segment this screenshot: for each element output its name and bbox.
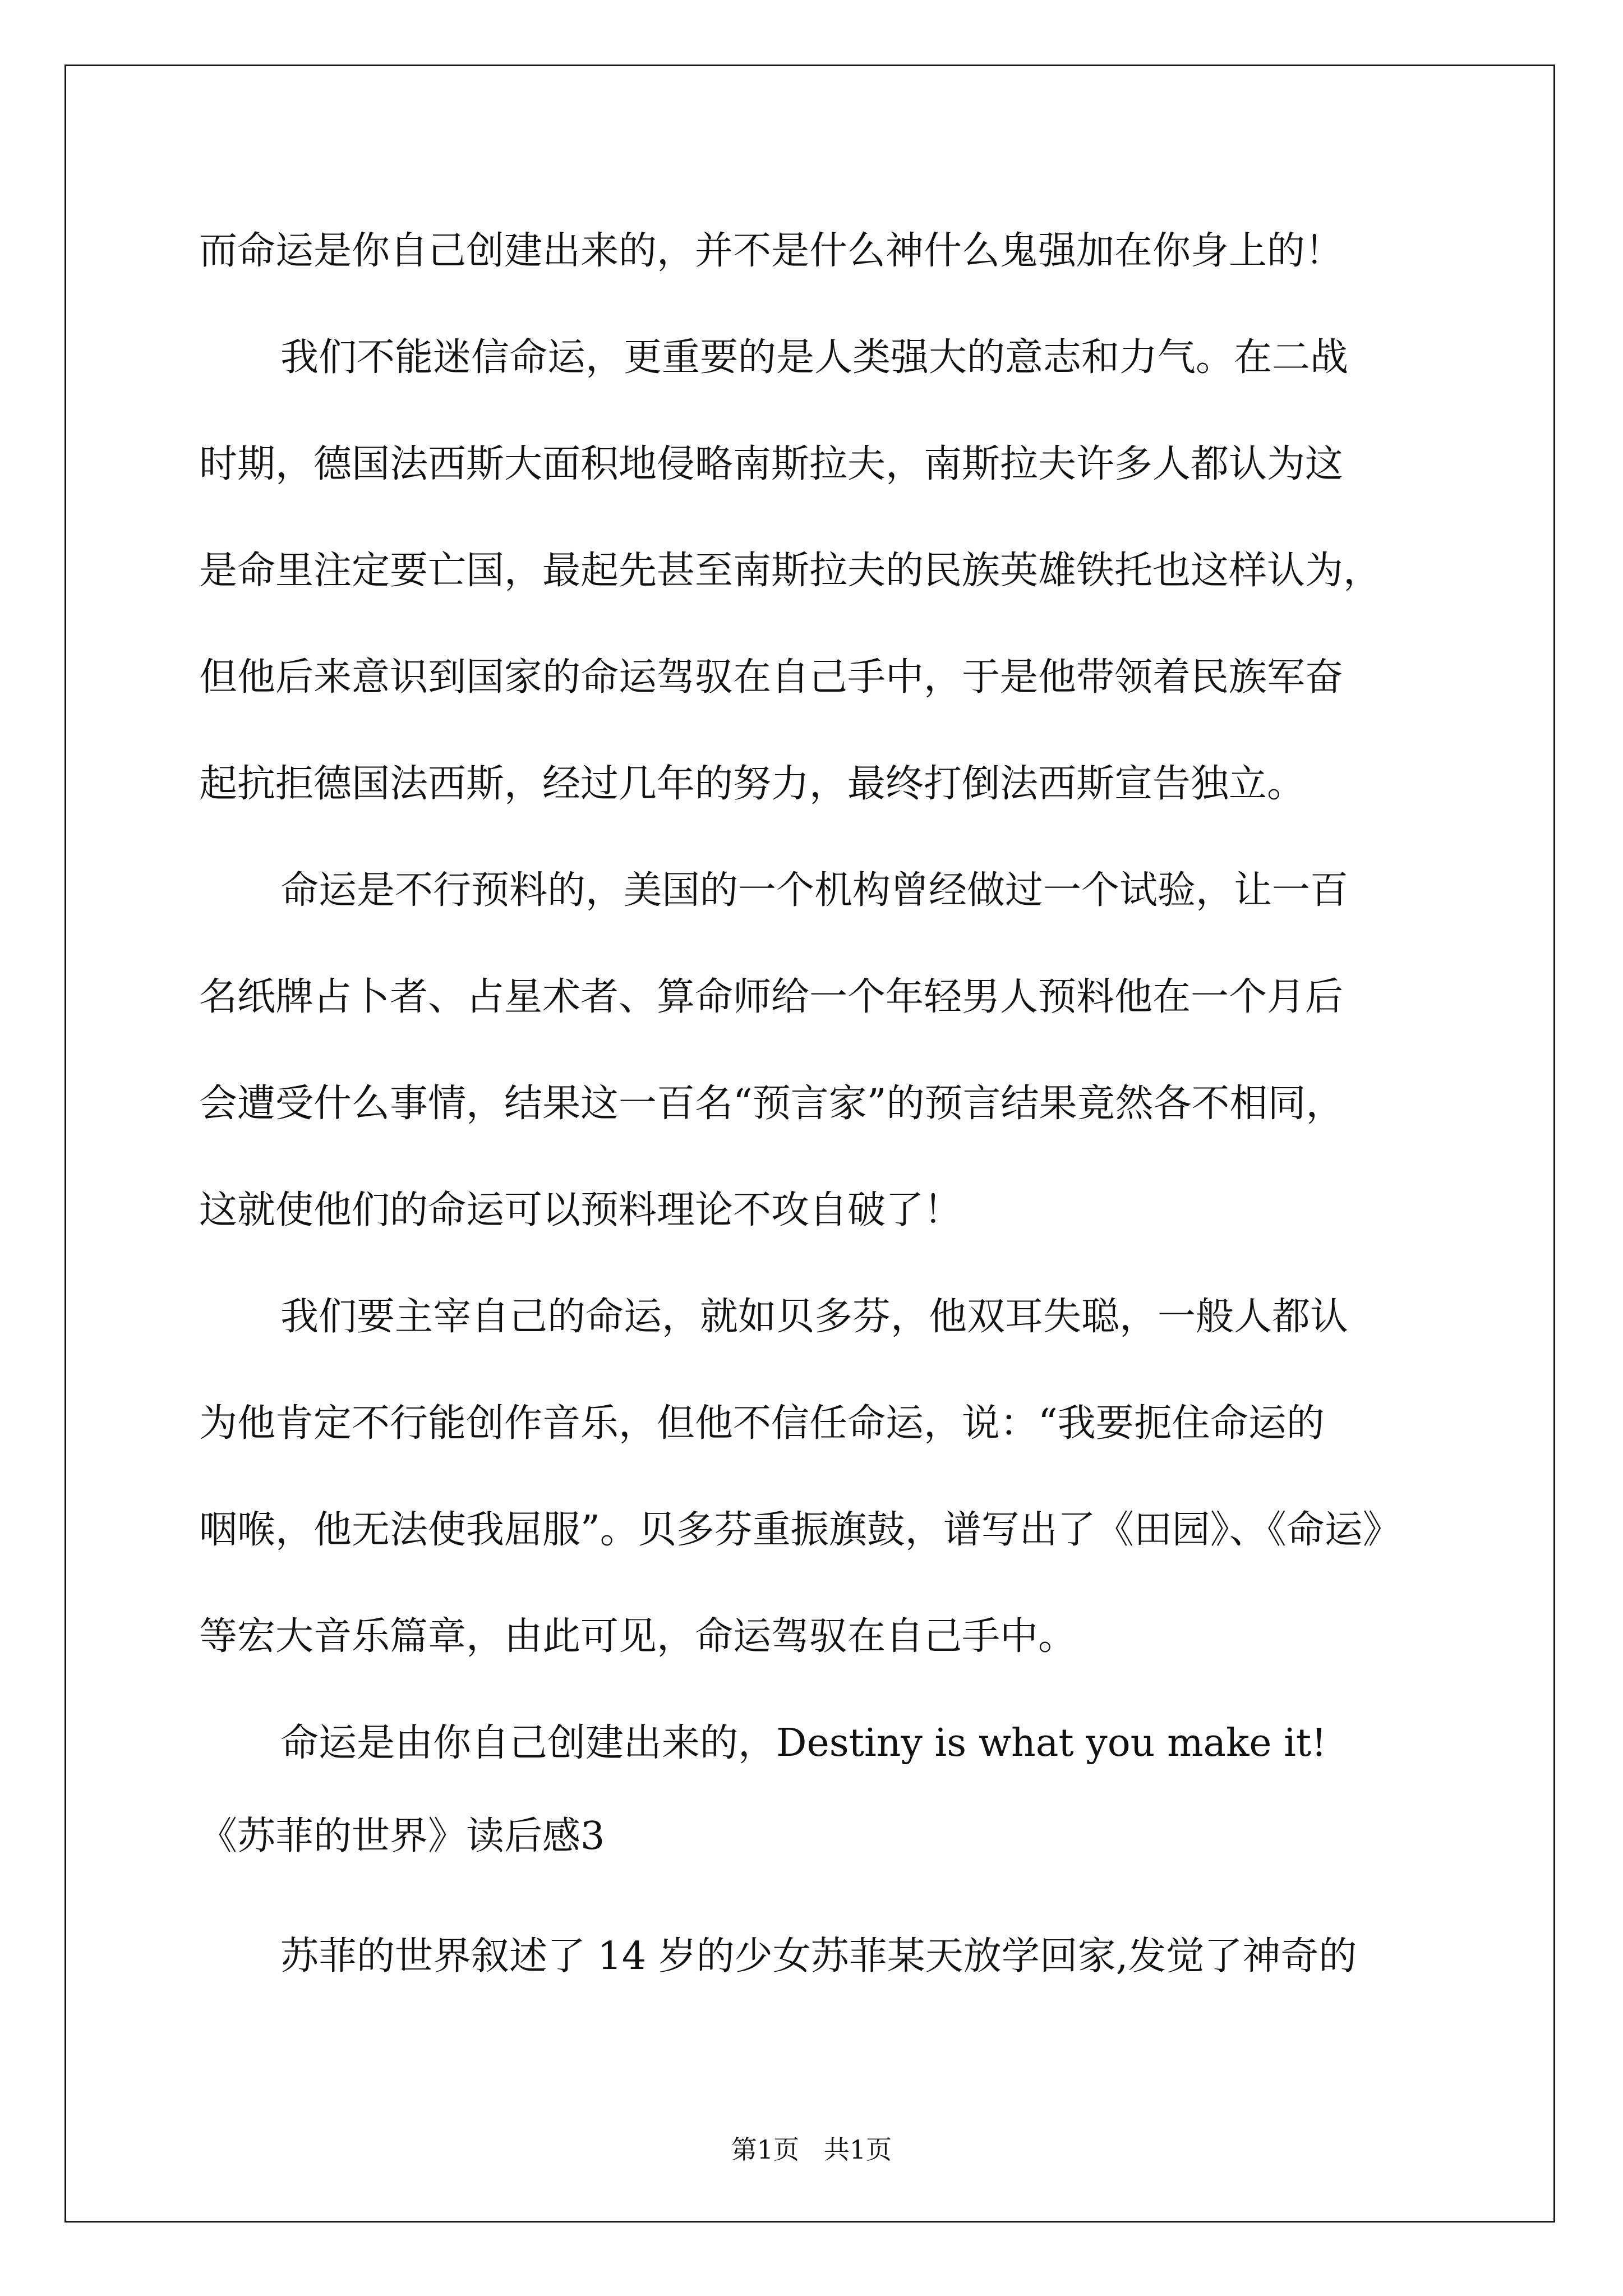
- text-line: 时期，德国法西斯大面积地侵略南斯拉夫，南斯拉夫许多人都认为这: [199, 442, 1344, 486]
- text-line: 而命运是你自己创建出来的，并不是什么神什么鬼强加在你身上的！: [199, 229, 1344, 273]
- text-line: 等宏大音乐篇章，由此可见，命运驾驭在自己手中。: [199, 1614, 1077, 1659]
- text-line: 是命里注定要亡国，最起先甚至南斯拉夫的民族英雄铁托也这样认为，: [199, 549, 1382, 593]
- page-border: [64, 65, 1555, 2223]
- text-line: 我们不能迷信命运，更重要的是人类强大的意志和力气。在二战: [280, 335, 1349, 380]
- text-line: 咽喉，他无法使我屈服”。贝多芬重振旗鼓，谱写出了《田园》、《命运》: [199, 1508, 1401, 1552]
- page-footer: 第1页 共1页: [731, 2134, 892, 2165]
- text-line: 名纸牌占卜者、占星术者、算命师给一个年轻男人预料他在一个月后: [199, 975, 1344, 1019]
- text-line: 会遭受什么事情，结果这一百名“预言家”的预言结果竟然各不相同，: [199, 1082, 1344, 1126]
- text-line: 为他肯定不行能创作音乐，但他不信任命运，说：“我要扼住命运的: [199, 1401, 1325, 1446]
- section-heading: 《苏菲的世界》读后感3: [199, 1814, 605, 1858]
- text-line: 起抗拒德国法西斯，经过几年的努力，最终打倒法西斯宣告独立。: [199, 762, 1306, 806]
- text-line: 苏菲的世界叙述了 14 岁的少女苏菲某天放学回家,发觉了神奇的: [280, 1934, 1357, 1978]
- text-line: 这就使他们的命运可以预料理论不攻自破了！: [199, 1188, 962, 1232]
- text-line: 命运是由你自己创建出来的，Destiny is what you make it!: [280, 1721, 1327, 1765]
- text-line: 命运是不行预料的，美国的一个机构曾经做过一个试验，让一百: [280, 868, 1349, 913]
- text-line: 但他后来意识到国家的命运驾驭在自己手中，于是他带领着民族军奋: [199, 655, 1344, 700]
- text-line: 我们要主宰自己的命运，就如贝多芬，他双耳失聪，一般人都认: [280, 1295, 1349, 1339]
